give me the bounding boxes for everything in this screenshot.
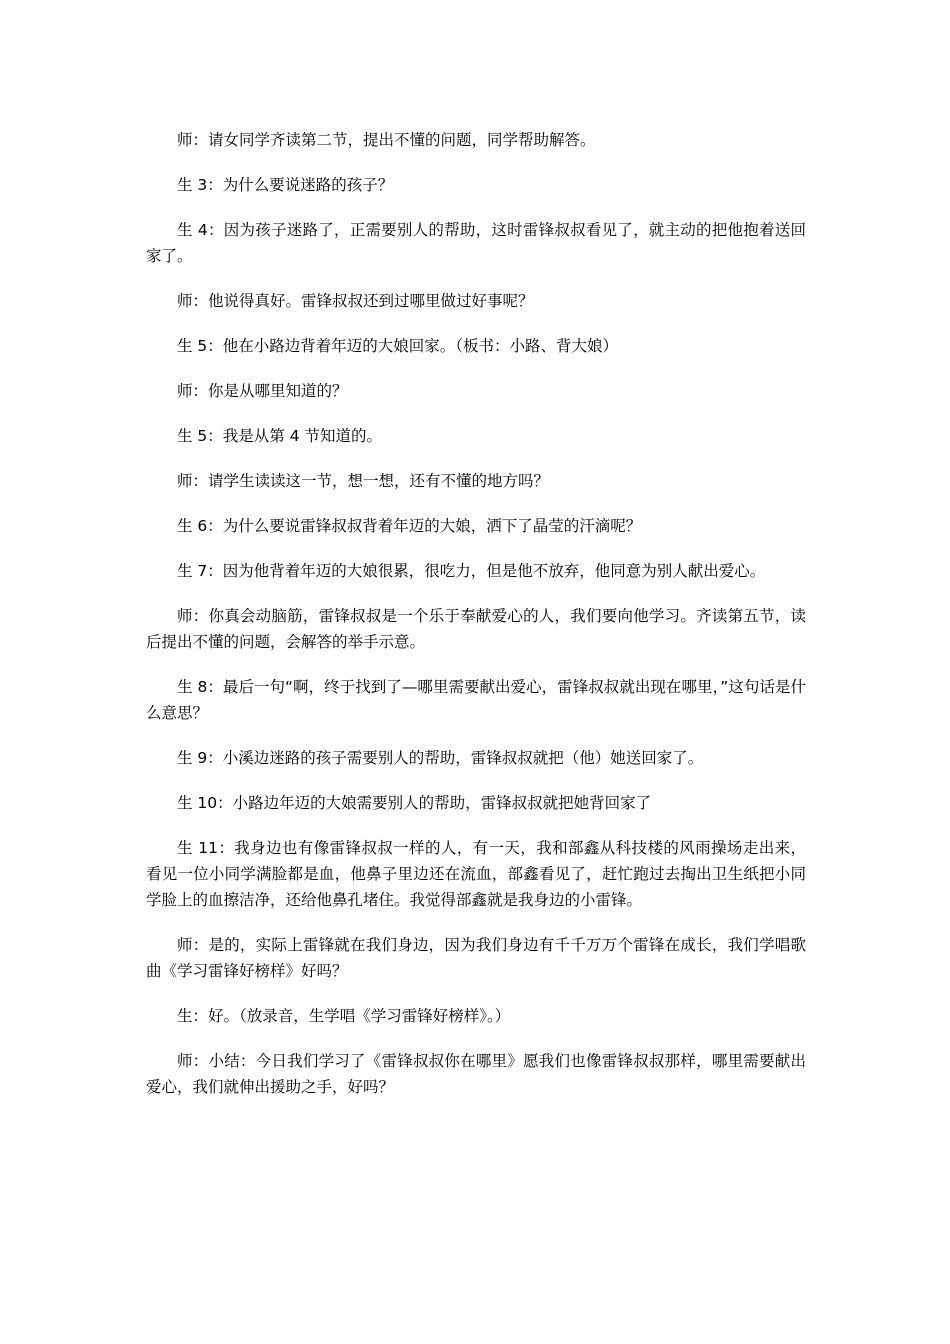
paragraph: 生 5：他在小路边背着年迈的大娘回家。（板书：小路、背大娘） (177, 337, 619, 355)
paragraph: 师：他说得真好。雷锋叔叔还到过哪里做过好事呢？ (177, 292, 534, 310)
paragraph: 生：好。（放录音，生学唱《学习雷锋好榜样》。） (177, 1007, 511, 1025)
paragraph: 生 6：为什么要说雷锋叔叔背着年迈的大娘，洒下了晶莹的汗滴呢？ (177, 517, 642, 535)
paragraph: 生 9：小溪边迷路的孩子需要别人的帮助，雷锋叔叔就把（他）她送回家了。 (177, 749, 704, 767)
document-page (146, 127, 806, 1119)
paragraph: 师：你是从哪里知道的？ (177, 382, 348, 400)
paragraph: 生 7：因为他背着年迈的大娘很累，很吃力，但是他不放弃，他同意为别人献出爱心。 (177, 562, 766, 580)
paragraph: 师：请学生读读这一节，想一想，还有不懂的地方吗？ (177, 472, 550, 490)
paragraph: 生 10：小路边年迈的大娘需要别人的帮助，雷锋叔叔就把她背回家了 (177, 794, 652, 812)
paragraph: 师：请女同学齐读第二节，提出不懂的问题，同学帮助解答。 (177, 131, 596, 149)
paragraph: 师：你真会动脑筋，雷锋叔叔是一个乐于奉献爱心的人，我们要向他学习。齐读第五节，读后提出不懂的问题，会解答的举手示意。 (146, 607, 806, 651)
paragraph: 师：小结：今日我们学习了《雷锋叔叔你在哪里》愿我们也像雷锋叔叔那样，哪里需要献出爱心，我们就伸出援助之手，好吗？ (146, 1052, 806, 1096)
paragraph: 生 11：我身边也有像雷锋叔叔一样的人，有一天，我和部鑫从科技楼的风雨操场走出来，看见一位小同学满脸都是血，他鼻子里边还在流血，部鑫看见了，赶忙跑过去掏出卫生纸把小同学脸上的血擦洁净，还给他鼻孔堵住。我觉得部鑫就是我身边的小雷锋。 (146, 839, 806, 909)
paragraph: 生 5：我是从第 4 节知道的。 (177, 427, 383, 445)
paragraph: 师：是的，实际上雷锋就在我们身边，因为我们身边有千千万万个雷锋在成长，我们学唱歌曲《学习雷锋好榜样》好吗？ (146, 936, 806, 980)
paragraph: 生 3：为什么要说迷路的孩子？ (177, 176, 394, 194)
paragraph: 生 4：因为孩子迷路了，正需要别人的帮助，这时雷锋叔叔看见了，就主动的把他抱着送回家了。 (146, 221, 806, 265)
paragraph: 生 8：最后一句“啊，终于找到了—哪里需要献出爱心，雷锋叔叔就出现在哪里，”这句话是什么意思？ (146, 678, 806, 722)
